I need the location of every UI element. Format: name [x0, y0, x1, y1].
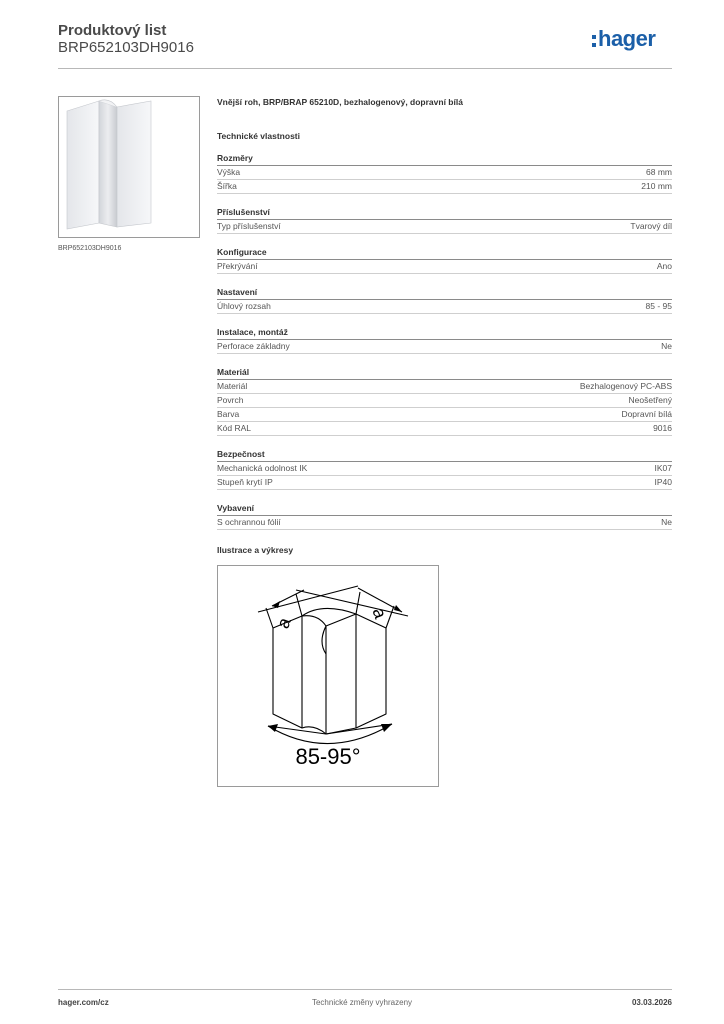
header-divider	[58, 68, 672, 69]
spec-row	[217, 220, 672, 234]
spec-group	[217, 326, 672, 354]
spec-row	[217, 166, 672, 180]
footer-divider	[58, 989, 672, 990]
spec-value: Bezhalogenový PC-ABS	[579, 381, 672, 391]
spec-group-title: Příslušenství	[217, 206, 672, 220]
spec-value: IK07	[654, 463, 672, 473]
dimension-label-right: a	[368, 604, 391, 622]
spec-group-title: Materiál	[217, 366, 672, 380]
spec-row	[217, 422, 672, 436]
spec-row	[217, 476, 672, 490]
spec-value: 85 - 95	[645, 301, 672, 311]
spec-group-title: Vybavení	[217, 502, 672, 516]
footer-disclaimer: Technické změny vyhrazeny	[311, 998, 413, 1007]
section-title-illustration: Ilustrace a výkresy	[217, 545, 294, 555]
spec-group-title: Konfigurace	[217, 246, 672, 260]
spec-value: 9016	[653, 423, 672, 433]
technical-drawing	[217, 565, 439, 787]
spec-group-title: Nastavení	[217, 286, 672, 300]
section-title-technical: Technické vlastnosti	[217, 131, 300, 141]
page-title: Produktový list	[58, 22, 167, 39]
dimension-label-left: a	[272, 614, 295, 632]
spec-label: Typ příslušenství	[217, 221, 281, 231]
spec-row	[217, 340, 672, 354]
spec-row	[217, 380, 672, 394]
corner-drawing-icon	[218, 566, 438, 786]
spec-group	[217, 286, 672, 314]
spec-group	[217, 246, 672, 274]
spec-value: IP40	[654, 477, 672, 487]
spec-group-title: Bezpečnost	[217, 448, 672, 462]
spec-row	[217, 300, 672, 314]
logo-mark-icon	[592, 35, 596, 47]
spec-group	[217, 152, 672, 194]
spec-group-title: Instalace, montáž	[217, 326, 672, 340]
spec-value: Ne	[661, 341, 672, 351]
spec-value: 210 mm	[641, 181, 672, 191]
spec-label: Kód RAL	[217, 423, 252, 433]
logo-text: hager	[598, 26, 656, 51]
spec-row	[217, 516, 672, 530]
spec-label: S ochrannou fólií	[217, 517, 281, 527]
spec-label: Výška	[217, 167, 241, 177]
spec-row	[217, 394, 672, 408]
spec-row	[217, 260, 672, 274]
hager-logo	[592, 28, 655, 56]
spec-label: Překrývání	[217, 261, 258, 271]
footer-website: hager.com/cz	[58, 998, 109, 1007]
spec-group	[217, 448, 672, 490]
spec-label: Materiál	[217, 381, 248, 391]
spec-label: Stupeň krytí IP	[217, 477, 273, 487]
spec-label: Úhlový rozsah	[217, 301, 271, 311]
spec-value: Ne	[661, 517, 672, 527]
corner-piece-photo-icon	[59, 97, 199, 237]
spec-group	[217, 206, 672, 234]
spec-value: Ano	[656, 261, 672, 271]
product-photo	[58, 96, 200, 238]
spec-row	[217, 408, 672, 422]
photo-caption: BRP652103DH9016	[58, 245, 122, 252]
spec-row	[217, 462, 672, 476]
spec-label: Povrch	[217, 395, 244, 405]
spec-group-title: Rozměry	[217, 152, 672, 166]
spec-label: Šířka	[217, 181, 237, 191]
product-description: Vnější roh, BRP/BRAP 65210D, bezhalogenový, dopravní bílá	[217, 97, 463, 107]
angle-label: 85-95°	[295, 744, 361, 769]
spec-value: Dopravní bílá	[621, 409, 672, 419]
spec-label: Perforace základny	[217, 341, 290, 351]
spec-label: Mechanická odolnost IK	[217, 463, 308, 473]
spec-value: Neošetřený	[628, 395, 672, 405]
spec-label: Barva	[217, 409, 240, 419]
spec-value: Tvarový díl	[630, 221, 672, 231]
product-code: BRP652103DH9016	[58, 39, 194, 56]
spec-group	[217, 366, 672, 436]
specifications	[217, 96, 672, 556]
spec-value: 68 mm	[646, 167, 672, 177]
spec-group	[217, 502, 672, 530]
spec-row	[217, 180, 672, 194]
footer-date: 03.03.2026	[631, 998, 672, 1007]
